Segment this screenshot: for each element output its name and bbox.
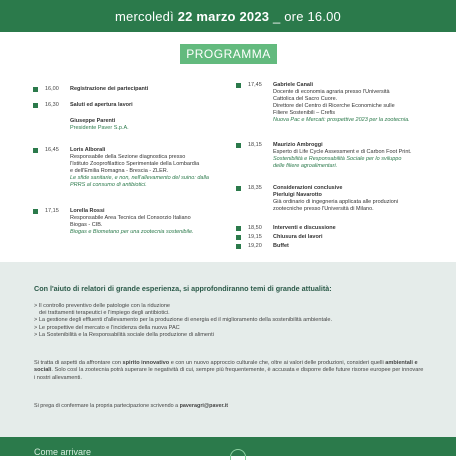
para-bold: ambientali e sociali [34, 360, 418, 374]
topics-panel [0, 262, 456, 437]
speaker-role: Presidente Paver S.p.A. [70, 125, 129, 131]
topic-item: > Il controllo preventivo delle patologie con la riduzione [34, 303, 171, 309]
topic-item: > Le prospettive del mercato e l'incidenza della nuova PAC [34, 324, 180, 331]
directions-link[interactable]: Come arrivare [34, 447, 92, 457]
bullet-square-icon [236, 143, 241, 148]
date-bold: 22 marzo 2023 [177, 9, 270, 24]
item-body [273, 234, 323, 241]
bullet-square-icon [33, 209, 38, 214]
bullet-square-icon [236, 186, 241, 191]
item-title: Saluti ed apertura lavori [70, 102, 133, 108]
bullet-square-icon [236, 235, 241, 240]
item-time: 16,00 [45, 86, 59, 92]
speaker-desc: zootecniche presso l'Università di Milano. [273, 206, 374, 212]
speaker-desc: Filiere Sostenibili – Crefis [273, 110, 336, 116]
speaker-desc: Responsabile Area Tecnica del Consorzio Italiano [70, 215, 191, 221]
rsvp-note [34, 403, 228, 409]
date-prefix: mercoledì [115, 9, 178, 24]
footer-bar [0, 437, 456, 456]
note-text: Si prega di confermare la propria partecipazione scrivendo a [34, 403, 180, 409]
topics-list [34, 303, 332, 339]
para-bold: spirito innovativo [122, 360, 170, 366]
speaker-name: Giuseppe Parenti [70, 118, 116, 124]
speaker-desc: Cattolica del Sacro Cuore. [273, 96, 338, 102]
bullet-square-icon [236, 226, 241, 231]
item-body [70, 86, 148, 93]
item-title: Interventi e discussione [273, 225, 336, 231]
talk-title: Le sfide sanitarie, e non, nell'allevamento del suino: dalla [70, 175, 209, 181]
item-title: Considerazioni conclusive [273, 185, 343, 191]
talk-title: Nuova Pac e Mercati: prospettive 2023 per la zootecnia. [273, 117, 410, 123]
topic-item: dei trattamenti terapeutici e l'impiego degli antibiotici. [39, 310, 170, 317]
item-time: 16,45 [45, 147, 59, 153]
item-body [70, 102, 133, 132]
para-text: . Solo così la zootecnia potrà superare le negatività di cui, sempre più frequentemente, è accusata e disporre delle future risorse europee per innovare i nostri allevamenti. [34, 367, 424, 381]
para-text: Si tratta di aspetti da affrontare con [34, 360, 123, 366]
item-title: Buffet [273, 243, 289, 249]
item-time: 19,15 [248, 234, 262, 240]
speaker-desc: Biogas - CIB. [70, 222, 103, 228]
item-time: 16,30 [45, 102, 59, 108]
item-title: Gabriele Canali [273, 82, 314, 88]
logo-arc-icon [230, 449, 246, 460]
item-time: 19,20 [248, 243, 262, 249]
speaker-desc: Docente di economia agraria presso l'Università [273, 89, 390, 95]
speaker-desc: Già ordinario di ingegneria applicata alle produzioni [273, 199, 399, 205]
speaker-desc: Direttore del Centro di Ricerche Economiche sulle [273, 103, 395, 109]
item-title: Lorella Rossi [70, 208, 105, 214]
speaker-name: Pierluigi Navarotto [273, 192, 322, 198]
item-title: Registrazione dei partecipanti [70, 86, 149, 92]
topic-item: > La gestione degli effluenti d'allevamento per la produzione di energia ed il miglioramento della sostenibilità ambientale. [34, 317, 333, 324]
bullet-square-icon [33, 148, 38, 153]
item-time: 18,50 [248, 225, 262, 231]
item-time: 18,35 [248, 185, 262, 191]
item-time: 18,15 [248, 142, 262, 148]
email-link[interactable]: paveragri@paver.it [179, 403, 229, 409]
topic-item: > La Sostenibilità e la Responsabilità sociale della produzione di alimenti [34, 331, 214, 338]
item-time: 17,45 [248, 82, 262, 88]
speaker-desc: Esperto di Life Cycle Assessment e di Carbon Foot Print. [273, 149, 412, 155]
item-time: 17,15 [45, 208, 59, 214]
talk-title: Sostenibilità e Responsabilità Sociale per lo sviluppo [273, 156, 402, 162]
para-text: e con un nuovo approccio culturale che, oltre ai valori delle produzioni, consideri quelli [169, 360, 386, 366]
item-body [273, 142, 411, 170]
item-body [273, 243, 289, 250]
panel-heading: Con l'aiuto di relatori di grande esperienza, si approfondiranno temi di grande attualità: [34, 284, 332, 293]
event-date [0, 9, 456, 24]
item-body [70, 147, 209, 189]
speaker-desc: l'Istituto Zooprofilattico Sperimentale della Lombardia [70, 161, 200, 167]
speaker-desc: e dell'Emilia Romagna - Brescia - ZLER. [70, 168, 169, 174]
header-bar [0, 0, 456, 32]
panel-paragraph [34, 360, 424, 382]
speaker-desc: Responsabile della Sezione diagnostica presso [70, 154, 186, 160]
item-body [273, 82, 410, 124]
talk-title: PRRS al consumo di antibiotici. [70, 182, 147, 188]
program-title: PROGRAMMA [180, 44, 277, 64]
bullet-square-icon [236, 244, 241, 249]
item-title: Maurizio Ambroggi [273, 142, 323, 148]
date-suffix: _ ore 16.00 [269, 9, 341, 24]
item-body [273, 225, 336, 232]
talk-title: delle filiere agroalimentari. [273, 163, 338, 169]
bullet-square-icon [236, 83, 241, 88]
item-title: Chiusura dei lavori [273, 234, 323, 240]
item-body [70, 208, 194, 236]
bullet-square-icon [33, 87, 38, 92]
item-body [273, 185, 398, 213]
bullet-square-icon [33, 103, 38, 108]
talk-title: Biogas e Biometano per una zootecnia sostenibile. [70, 229, 194, 235]
item-title: Loris Alborali [70, 147, 106, 153]
